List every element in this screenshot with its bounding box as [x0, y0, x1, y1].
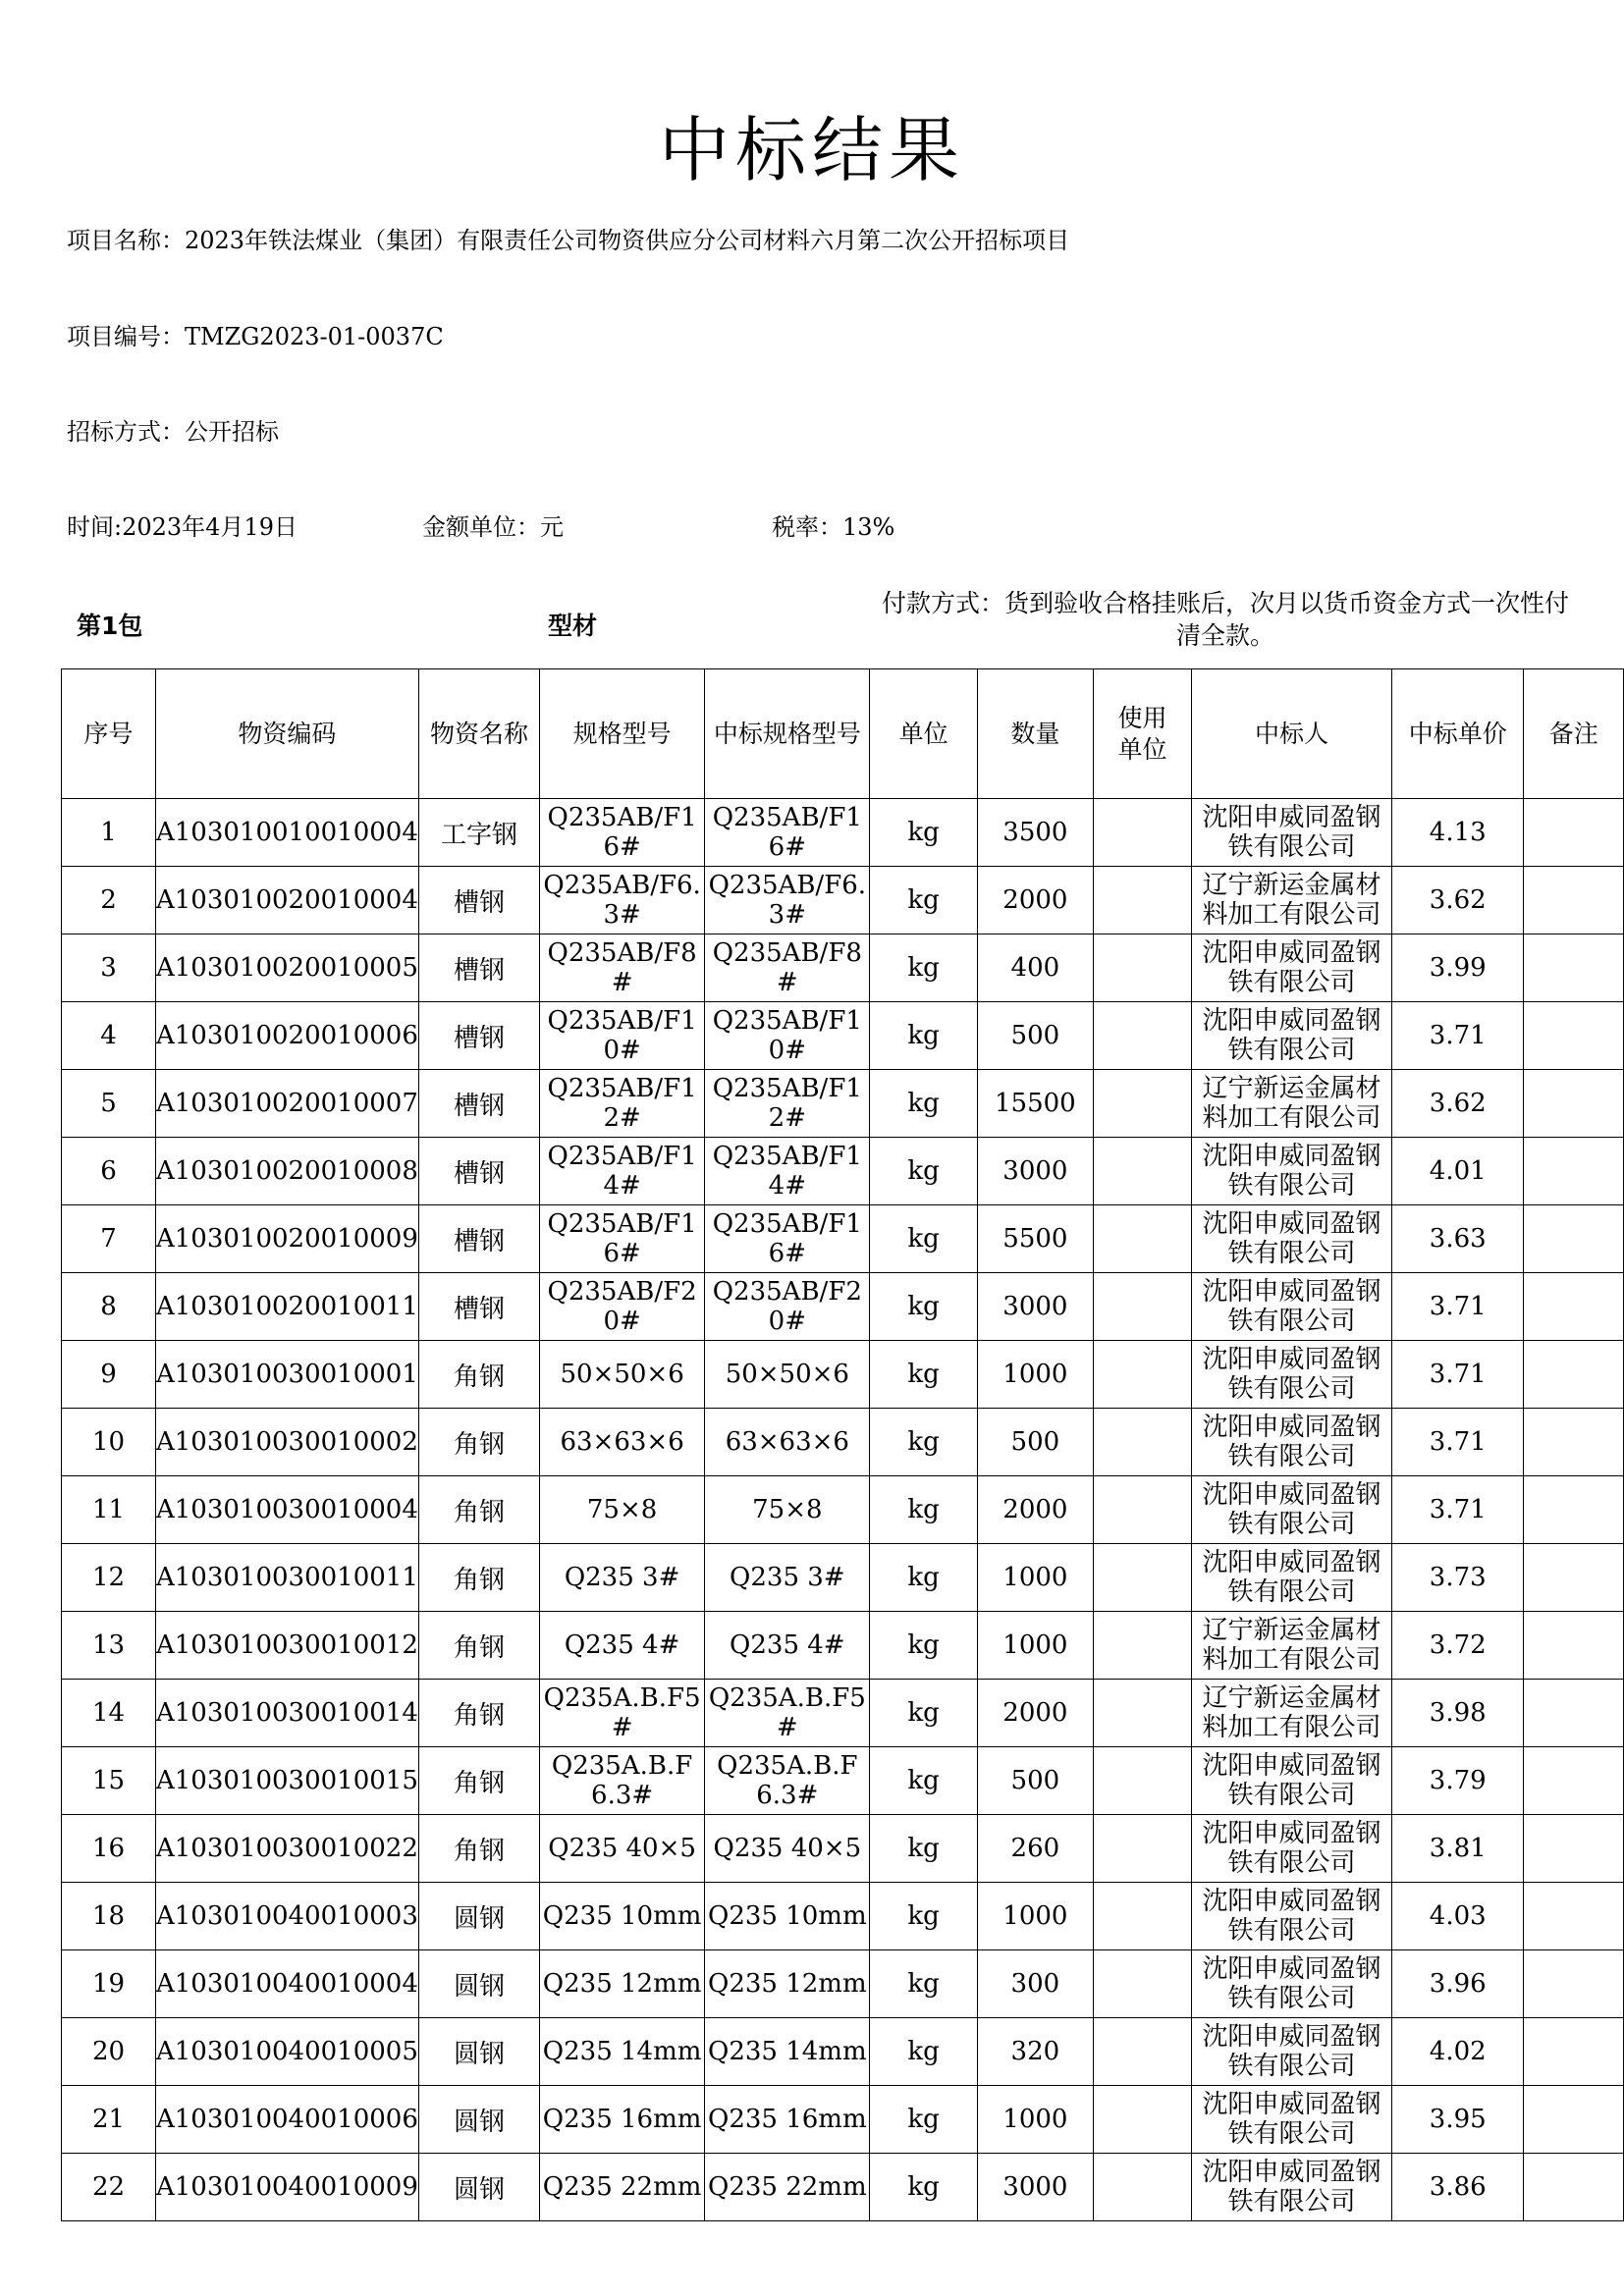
col-header: 规格型号 [540, 669, 705, 799]
winning-bidder-cell: 沈阳申威同盈钢铁有限公司 [1192, 1409, 1392, 1476]
unit-price-cell: 3.62 [1392, 1070, 1524, 1138]
spec-model-cell: Q235AB/F8# [540, 934, 705, 1002]
quantity-cell: 320 [977, 2018, 1093, 2086]
row-number-cell: 15 [62, 1747, 156, 1815]
winning-bidder-cell: 沈阳申威同盈钢铁有限公司 [1192, 1544, 1392, 1612]
user-unit-cell [1093, 1409, 1191, 1476]
unit-cell: kg [870, 867, 977, 934]
unit-cell: kg [870, 2018, 977, 2086]
project-number: 项目编号：TMZG2023-01-0037C [67, 323, 444, 350]
material-code-cell: A103010030010001 [155, 1341, 418, 1409]
winning-bidder-cell: 辽宁新运金属材料加工有限公司 [1192, 1612, 1392, 1680]
unit-price-cell: 3.71 [1392, 1409, 1524, 1476]
winning-spec-model-cell: Q235AB/F12# [705, 1070, 870, 1138]
table-row [62, 1070, 1624, 1138]
unit-cell: kg [870, 1409, 977, 1476]
payment-terms: 付款方式：货到验收合格挂账后，次月以货币资金方式一次性付清全款。 [882, 589, 1570, 650]
quantity-cell: 5500 [977, 1205, 1093, 1273]
material-code-cell: A103010040010006 [155, 2086, 418, 2154]
material-code-cell: A103010040010009 [155, 2154, 418, 2221]
user-unit-cell [1093, 1544, 1191, 1612]
unit-cell: kg [870, 1341, 977, 1409]
unit-cell: kg [870, 799, 977, 867]
material-code-cell: A103010040010003 [155, 1883, 418, 1950]
table-row [62, 2086, 1624, 2154]
unit-price-cell: 3.96 [1392, 1950, 1524, 2018]
row-number-cell: 22 [62, 2154, 156, 2221]
winning-spec-model-cell: Q235 12mm [705, 1950, 870, 2018]
user-unit-cell [1093, 2086, 1191, 2154]
remark-cell [1524, 1544, 1624, 1612]
quantity-cell: 1000 [977, 1612, 1093, 1680]
unit-price-cell: 3.73 [1392, 1544, 1524, 1612]
unit-price-cell: 4.01 [1392, 1138, 1524, 1205]
row-number-cell: 11 [62, 1476, 156, 1544]
unit-cell: kg [870, 934, 977, 1002]
winning-spec-model-cell: Q235 4# [705, 1612, 870, 1680]
material-code-cell: A103010020010004 [155, 867, 418, 934]
spec-model-cell: Q235A.B.F5# [540, 1680, 705, 1747]
user-unit-cell [1093, 1341, 1191, 1409]
quantity-cell: 500 [977, 1002, 1093, 1070]
quantity-cell: 300 [977, 1950, 1093, 2018]
material-name-cell: 角钢 [418, 1476, 539, 1544]
material-code-cell: A103010030010015 [155, 1747, 418, 1815]
remark-cell [1524, 1950, 1624, 2018]
spec-model-cell: Q235 22mm [540, 2154, 705, 2221]
unit-cell: kg [870, 1138, 977, 1205]
winning-spec-model-cell: Q235A.B.F6.3# [705, 1747, 870, 1815]
remark-cell [1524, 2018, 1624, 2086]
quantity-cell: 260 [977, 1815, 1093, 1883]
user-unit-cell [1093, 1138, 1191, 1205]
material-name-cell: 槽钢 [418, 867, 539, 934]
user-unit-cell [1093, 1950, 1191, 2018]
winning-bidder-cell: 沈阳申威同盈钢铁有限公司 [1192, 2086, 1392, 2154]
unit-cell: kg [870, 1950, 977, 2018]
remark-cell [1524, 1205, 1624, 1273]
col-header: 使用单位 [1093, 669, 1191, 799]
unit-price-cell: 3.99 [1392, 934, 1524, 1002]
material-code-cell: A103010030010004 [155, 1476, 418, 1544]
material-name-cell: 角钢 [418, 1612, 539, 1680]
winning-spec-model-cell: Q235 3# [705, 1544, 870, 1612]
winning-spec-model-cell: Q235AB/F10# [705, 1002, 870, 1070]
quantity-cell: 3000 [977, 1138, 1093, 1205]
material-code-cell: A103010020010007 [155, 1070, 418, 1138]
spec-model-cell: Q235 16mm [540, 2086, 705, 2154]
material-name-cell: 圆钢 [418, 2018, 539, 2086]
unit-cell: kg [870, 2154, 977, 2221]
unit-cell: kg [870, 1273, 977, 1341]
unit-price-cell: 3.86 [1392, 2154, 1524, 2221]
table-row [62, 2154, 1624, 2221]
unit-price-cell: 3.71 [1392, 1002, 1524, 1070]
winning-spec-model-cell: Q235AB/F16# [705, 799, 870, 867]
table-row [62, 1476, 1624, 1544]
remark-cell [1524, 1476, 1624, 1544]
user-unit-cell [1093, 799, 1191, 867]
winning-spec-model-cell: 75×8 [705, 1476, 870, 1544]
material-code-cell: A103010010010004 [155, 799, 418, 867]
unit-cell: kg [870, 1815, 977, 1883]
page-title: 中标结果 [658, 109, 965, 191]
row-number-cell: 10 [62, 1409, 156, 1476]
spec-model-cell: Q235AB/F6.3# [540, 867, 705, 934]
quantity-cell: 500 [977, 1409, 1093, 1476]
currency-unit: 金额单位：元 [422, 513, 564, 541]
table-row [62, 1409, 1624, 1476]
results-table [61, 668, 1624, 2221]
user-unit-cell [1093, 1815, 1191, 1883]
col-header: 数量 [977, 669, 1093, 799]
row-number-cell: 14 [62, 1680, 156, 1747]
unit-cell: kg [870, 2086, 977, 2154]
quantity-cell: 1000 [977, 1544, 1093, 1612]
material-name-cell: 槽钢 [418, 1070, 539, 1138]
material-name-cell: 圆钢 [418, 1950, 539, 2018]
spec-model-cell: Q235A.B.F6.3# [540, 1747, 705, 1815]
winning-spec-model-cell: Q235AB/F8# [705, 934, 870, 1002]
winning-spec-model-cell: Q235 22mm [705, 2154, 870, 2221]
winning-spec-model-cell: Q235A.B.F5# [705, 1680, 870, 1747]
unit-price-cell: 3.81 [1392, 1815, 1524, 1883]
spec-model-cell: Q235 14mm [540, 2018, 705, 2086]
user-unit-cell [1093, 1747, 1191, 1815]
table-row [62, 1815, 1624, 1883]
unit-price-cell: 3.98 [1392, 1680, 1524, 1747]
row-number-cell: 4 [62, 1002, 156, 1070]
remark-cell [1524, 1612, 1624, 1680]
col-header: 中标规格型号 [705, 669, 870, 799]
user-unit-cell [1093, 1205, 1191, 1273]
spec-model-cell: Q235 12mm [540, 1950, 705, 2018]
material-name-cell: 角钢 [418, 1815, 539, 1883]
remark-cell [1524, 2154, 1624, 2221]
user-unit-cell [1093, 934, 1191, 1002]
unit-cell: kg [870, 1747, 977, 1815]
col-header: 物资编码 [155, 669, 418, 799]
material-name-cell: 圆钢 [418, 1883, 539, 1950]
winning-spec-model-cell: Q235AB/F20# [705, 1273, 870, 1341]
winning-bidder-cell: 沈阳申威同盈钢铁有限公司 [1192, 1273, 1392, 1341]
package-label: 第1包 [77, 612, 143, 640]
unit-cell: kg [870, 1680, 977, 1747]
quantity-cell: 2000 [977, 867, 1093, 934]
row-number-cell: 9 [62, 1341, 156, 1409]
project-name: 项目名称：2023年铁法煤业（集团）有限责任公司物资供应分公司材料六月第二次公开招标项目 [67, 227, 1070, 254]
winning-bidder-cell: 沈阳申威同盈钢铁有限公司 [1192, 1138, 1392, 1205]
table-row [62, 1138, 1624, 1205]
winning-spec-model-cell: Q235AB/F14# [705, 1138, 870, 1205]
winning-bidder-cell: 辽宁新运金属材料加工有限公司 [1192, 1070, 1392, 1138]
row-number-cell: 21 [62, 2086, 156, 2154]
unit-price-cell: 3.72 [1392, 1612, 1524, 1680]
winning-bidder-cell: 沈阳申威同盈钢铁有限公司 [1192, 799, 1392, 867]
material-name-cell: 角钢 [418, 1544, 539, 1612]
user-unit-cell [1093, 1680, 1191, 1747]
winning-spec-model-cell: 63×63×6 [705, 1409, 870, 1476]
remark-cell [1524, 1680, 1624, 1747]
unit-price-cell: 3.71 [1392, 1476, 1524, 1544]
unit-price-cell: 3.71 [1392, 1341, 1524, 1409]
spec-model-cell: 75×8 [540, 1476, 705, 1544]
material-name-cell: 圆钢 [418, 2086, 539, 2154]
unit-cell: kg [870, 1476, 977, 1544]
table-row [62, 1341, 1624, 1409]
material-name-cell: 槽钢 [418, 1002, 539, 1070]
table-row [62, 934, 1624, 1002]
row-number-cell: 1 [62, 799, 156, 867]
material-code-cell: A103010030010012 [155, 1612, 418, 1680]
remark-cell [1524, 867, 1624, 934]
user-unit-cell [1093, 1002, 1191, 1070]
unit-price-cell: 3.79 [1392, 1747, 1524, 1815]
material-code-cell: A103010020010011 [155, 1273, 418, 1341]
remark-cell [1524, 1138, 1624, 1205]
unit-price-cell: 4.13 [1392, 799, 1524, 867]
remark-cell [1524, 1341, 1624, 1409]
user-unit-cell [1093, 1070, 1191, 1138]
row-number-cell: 6 [62, 1138, 156, 1205]
unit-cell: kg [870, 1612, 977, 1680]
spec-model-cell: Q235AB/F10# [540, 1002, 705, 1070]
table-row [62, 1747, 1624, 1815]
row-number-cell: 7 [62, 1205, 156, 1273]
remark-cell [1524, 1409, 1624, 1476]
winning-bidder-cell: 辽宁新运金属材料加工有限公司 [1192, 867, 1392, 934]
unit-cell: kg [870, 1205, 977, 1273]
material-code-cell: A103010030010002 [155, 1409, 418, 1476]
winning-bidder-cell: 沈阳申威同盈钢铁有限公司 [1192, 1815, 1392, 1883]
material-name-cell: 槽钢 [418, 1273, 539, 1341]
quantity-cell: 1000 [977, 1341, 1093, 1409]
table-row [62, 1680, 1624, 1747]
material-code-cell: A103010020010006 [155, 1002, 418, 1070]
remark-cell [1524, 1273, 1624, 1341]
table-row [62, 1002, 1624, 1070]
winning-bidder-cell: 沈阳申威同盈钢铁有限公司 [1192, 1002, 1392, 1070]
remark-cell [1524, 799, 1624, 867]
winning-spec-model-cell: Q235 10mm [705, 1883, 870, 1950]
material-code-cell: A103010020010005 [155, 934, 418, 1002]
spec-model-cell: 50×50×6 [540, 1341, 705, 1409]
unit-price-cell: 3.63 [1392, 1205, 1524, 1273]
winning-bidder-cell: 沈阳申威同盈钢铁有限公司 [1192, 1205, 1392, 1273]
row-number-cell: 12 [62, 1544, 156, 1612]
remark-cell [1524, 1883, 1624, 1950]
bid-method: 招标方式：公开招标 [67, 418, 279, 446]
row-number-cell: 8 [62, 1273, 156, 1341]
tax-rate: 税率：13% [772, 513, 895, 541]
material-name-cell: 角钢 [418, 1341, 539, 1409]
remark-cell [1524, 1002, 1624, 1070]
user-unit-cell [1093, 867, 1191, 934]
material-code-cell: A103010030010022 [155, 1815, 418, 1883]
col-header: 序号 [62, 669, 156, 799]
row-number-cell: 2 [62, 867, 156, 934]
unit-price-cell: 4.02 [1392, 2018, 1524, 2086]
table-row [62, 1950, 1624, 2018]
spec-model-cell: Q235AB/F14# [540, 1138, 705, 1205]
unit-price-cell: 3.71 [1392, 1273, 1524, 1341]
unit-price-cell: 3.62 [1392, 867, 1524, 934]
row-number-cell: 18 [62, 1883, 156, 1950]
spec-model-cell: Q235 3# [540, 1544, 705, 1612]
user-unit-cell [1093, 2154, 1191, 2221]
winning-bidder-cell: 沈阳申威同盈钢铁有限公司 [1192, 934, 1392, 1002]
table-row [62, 1612, 1624, 1680]
spec-model-cell: Q235AB/F12# [540, 1070, 705, 1138]
quantity-cell: 3500 [977, 799, 1093, 867]
remark-cell [1524, 1747, 1624, 1815]
winning-bidder-cell: 沈阳申威同盈钢铁有限公司 [1192, 2154, 1392, 2221]
col-header: 中标人 [1192, 669, 1392, 799]
material-name-cell: 角钢 [418, 1409, 539, 1476]
table-row [62, 1205, 1624, 1273]
quantity-cell: 500 [977, 1747, 1093, 1815]
remark-cell [1524, 1070, 1624, 1138]
winning-bidder-cell: 辽宁新运金属材料加工有限公司 [1192, 1680, 1392, 1747]
material-code-cell: A103010040010005 [155, 2018, 418, 2086]
spec-model-cell: Q235AB/F20# [540, 1273, 705, 1341]
remark-cell [1524, 934, 1624, 1002]
winning-bidder-cell: 沈阳申威同盈钢铁有限公司 [1192, 1950, 1392, 2018]
remark-cell [1524, 2086, 1624, 2154]
quantity-cell: 3000 [977, 1273, 1093, 1341]
quantity-cell: 1000 [977, 1883, 1093, 1950]
winning-spec-model-cell: Q235AB/F16# [705, 1205, 870, 1273]
material-code-cell: A103010020010009 [155, 1205, 418, 1273]
winning-spec-model-cell: Q235 40×5 [705, 1815, 870, 1883]
quantity-cell: 1000 [977, 2086, 1093, 2154]
user-unit-cell [1093, 1883, 1191, 1950]
quantity-cell: 400 [977, 934, 1093, 1002]
user-unit-cell [1093, 1273, 1191, 1341]
spec-model-cell: Q235 10mm [540, 1883, 705, 1950]
material-name-cell: 工字钢 [418, 799, 539, 867]
material-name-cell: 圆钢 [418, 2154, 539, 2221]
winning-bidder-cell: 沈阳申威同盈钢铁有限公司 [1192, 1747, 1392, 1815]
table-row [62, 1883, 1624, 1950]
unit-cell: kg [870, 1883, 977, 1950]
col-header: 中标单价 [1392, 669, 1524, 799]
winning-spec-model-cell: Q235 14mm [705, 2018, 870, 2086]
user-unit-cell [1093, 1612, 1191, 1680]
table-row [62, 799, 1624, 867]
col-header: 备注 [1524, 669, 1624, 799]
unit-price-cell: 4.03 [1392, 1883, 1524, 1950]
row-number-cell: 13 [62, 1612, 156, 1680]
material-code-cell: A103010030010011 [155, 1544, 418, 1612]
winning-spec-model-cell: 50×50×6 [705, 1341, 870, 1409]
quantity-cell: 3000 [977, 2154, 1093, 2221]
unit-price-cell: 3.95 [1392, 2086, 1524, 2154]
remark-cell [1524, 1815, 1624, 1883]
material-name-cell: 角钢 [418, 1747, 539, 1815]
unit-cell: kg [870, 1070, 977, 1138]
row-number-cell: 3 [62, 934, 156, 1002]
winning-bidder-cell: 沈阳申威同盈钢铁有限公司 [1192, 1883, 1392, 1950]
spec-model-cell: Q235AB/F16# [540, 799, 705, 867]
material-name-cell: 槽钢 [418, 934, 539, 1002]
spec-model-cell: Q235 40×5 [540, 1815, 705, 1883]
row-number-cell: 5 [62, 1070, 156, 1138]
table-row [62, 867, 1624, 934]
table-header-row [62, 669, 1624, 799]
material-name-cell: 槽钢 [418, 1205, 539, 1273]
user-unit-cell [1093, 1476, 1191, 1544]
material-code-cell: A103010030010014 [155, 1680, 418, 1747]
category-label: 型材 [548, 612, 598, 640]
material-name-cell: 槽钢 [418, 1138, 539, 1205]
table-row [62, 1544, 1624, 1612]
col-header: 单位 [870, 669, 977, 799]
winning-spec-model-cell: Q235 16mm [705, 2086, 870, 2154]
quantity-cell: 2000 [977, 1476, 1093, 1544]
unit-cell: kg [870, 1002, 977, 1070]
date: 时间:2023年4月19日 [67, 513, 298, 541]
winning-bidder-cell: 沈阳申威同盈钢铁有限公司 [1192, 1476, 1392, 1544]
row-number-cell: 20 [62, 2018, 156, 2086]
winning-spec-model-cell: Q235AB/F6.3# [705, 867, 870, 934]
quantity-cell: 2000 [977, 1680, 1093, 1747]
unit-cell: kg [870, 1544, 977, 1612]
user-unit-cell [1093, 2018, 1191, 2086]
material-name-cell: 角钢 [418, 1680, 539, 1747]
winning-bidder-cell: 沈阳申威同盈钢铁有限公司 [1192, 1341, 1392, 1409]
table-row [62, 1273, 1624, 1341]
col-header: 物资名称 [418, 669, 539, 799]
material-code-cell: A103010040010004 [155, 1950, 418, 2018]
spec-model-cell: Q235AB/F16# [540, 1205, 705, 1273]
winning-bidder-cell: 沈阳申威同盈钢铁有限公司 [1192, 2018, 1392, 2086]
spec-model-cell: 63×63×6 [540, 1409, 705, 1476]
row-number-cell: 19 [62, 1950, 156, 2018]
table-row [62, 2018, 1624, 2086]
quantity-cell: 15500 [977, 1070, 1093, 1138]
material-code-cell: A103010020010008 [155, 1138, 418, 1205]
spec-model-cell: Q235 4# [540, 1612, 705, 1680]
row-number-cell: 16 [62, 1815, 156, 1883]
